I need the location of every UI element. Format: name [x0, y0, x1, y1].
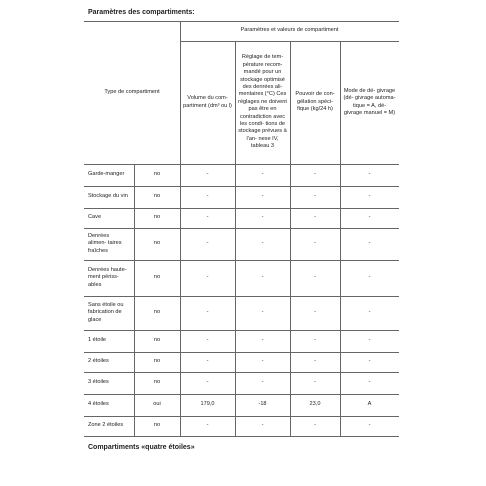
header-volume: Volume du com- partiment (dm³ ou l)	[183, 95, 232, 109]
cell-present: no	[153, 422, 161, 429]
cell-defrost: -	[368, 193, 371, 200]
cell-freeze: -	[314, 171, 316, 178]
cell-temp: -	[261, 337, 264, 344]
cell-present: no	[153, 337, 161, 344]
cell-present: no	[153, 171, 161, 178]
cell-volume: -	[206, 358, 209, 365]
page-title: Paramètres des compartiments:	[88, 9, 195, 16]
cell-temp: -	[261, 379, 264, 386]
cell-present: no	[153, 274, 161, 281]
cell-temp: -	[261, 240, 264, 247]
cell-freeze: -	[314, 274, 316, 281]
cell-volume: -	[206, 214, 209, 221]
cell-temp: -	[261, 358, 264, 365]
cell-present: no	[153, 240, 161, 247]
cell-freeze: -	[314, 240, 316, 247]
cell-temp: -18	[258, 401, 267, 408]
cell-defrost: -	[368, 171, 371, 178]
row-name: Garde-manger	[88, 171, 125, 178]
header-group: Paramètres et valeurs de compartiment	[240, 27, 339, 34]
cell-temp: -	[261, 193, 264, 200]
cell-present: no	[153, 379, 161, 386]
cell-present: no	[153, 193, 161, 200]
cell-defrost: -	[368, 422, 371, 429]
cell-volume: -	[206, 274, 209, 281]
cell-temp: -	[261, 422, 264, 429]
row-name: 2 étoiles	[88, 358, 109, 365]
cell-temp: -	[261, 274, 264, 281]
row-name: 3 étoiles	[88, 379, 109, 386]
cell-present: no	[153, 358, 161, 365]
cell-temp: -	[261, 171, 264, 178]
row-name: Zone 2 étoiles	[88, 422, 124, 429]
cell-freeze: -	[314, 422, 316, 429]
header-freezing: Pouvoir de con- gélation spéci- fique (kg/24 h)	[295, 91, 335, 113]
header-defrost: Mode de dé- givrage (dé- givrage automa- tique = A, dé- givrage manuel = M)	[343, 87, 396, 116]
row-rule	[84, 436, 399, 437]
cell-volume: -	[206, 337, 209, 344]
cell-defrost: -	[368, 274, 371, 281]
cell-freeze: -	[314, 379, 316, 386]
cell-present: oui	[153, 401, 161, 408]
cell-defrost: -	[368, 337, 371, 344]
row-name: Cave	[88, 214, 102, 221]
section-heading: Compartiments «quatre étoiles»	[88, 444, 195, 451]
cell-defrost: -	[368, 214, 371, 221]
cell-freeze: -	[314, 214, 316, 221]
cell-volume: -	[206, 193, 209, 200]
cell-defrost: -	[368, 379, 371, 386]
cell-temp: -	[261, 214, 264, 221]
cell-volume: -	[206, 422, 209, 429]
cell-present: no	[153, 309, 161, 316]
cell-freeze: -	[314, 337, 316, 344]
cell-defrost: A	[367, 401, 372, 408]
cell-volume: 179,0	[200, 401, 215, 408]
cell-defrost: -	[368, 240, 371, 247]
cell-freeze: -	[314, 193, 316, 200]
cell-temp: -	[261, 309, 264, 316]
cell-freeze: 23,0	[309, 401, 321, 408]
header-temperature: Réglage de tem- pérature recom- mandé pour un stockage optimisé des denrées ali- mentaires (°C) Ces réglages ne doivent pas être en contradiction avec les condi- tions de stockage prévues à l'an- nexe IV, tableau 3	[238, 54, 287, 150]
row-name: 4 étoiles	[88, 401, 109, 408]
header-type: Type de compartiment	[104, 88, 160, 95]
cell-freeze: -	[314, 358, 316, 365]
cell-volume: -	[206, 240, 209, 247]
cell-defrost: -	[368, 309, 371, 316]
cell-defrost: -	[368, 358, 371, 365]
row-name: Stockage du vin	[88, 193, 128, 200]
row-name: 1 étoile	[88, 337, 107, 344]
row-name: Sans étoile ou fabrication de glace	[88, 301, 124, 323]
row-name: Denrées haute- ment périss- ables	[88, 266, 127, 288]
cell-volume: -	[206, 171, 209, 178]
cell-volume: -	[206, 379, 209, 386]
cell-present: no	[153, 214, 161, 221]
row-name: Denrées alimen- taires fraîches	[88, 232, 122, 254]
cell-volume: -	[206, 309, 209, 316]
cell-freeze: -	[314, 309, 316, 316]
